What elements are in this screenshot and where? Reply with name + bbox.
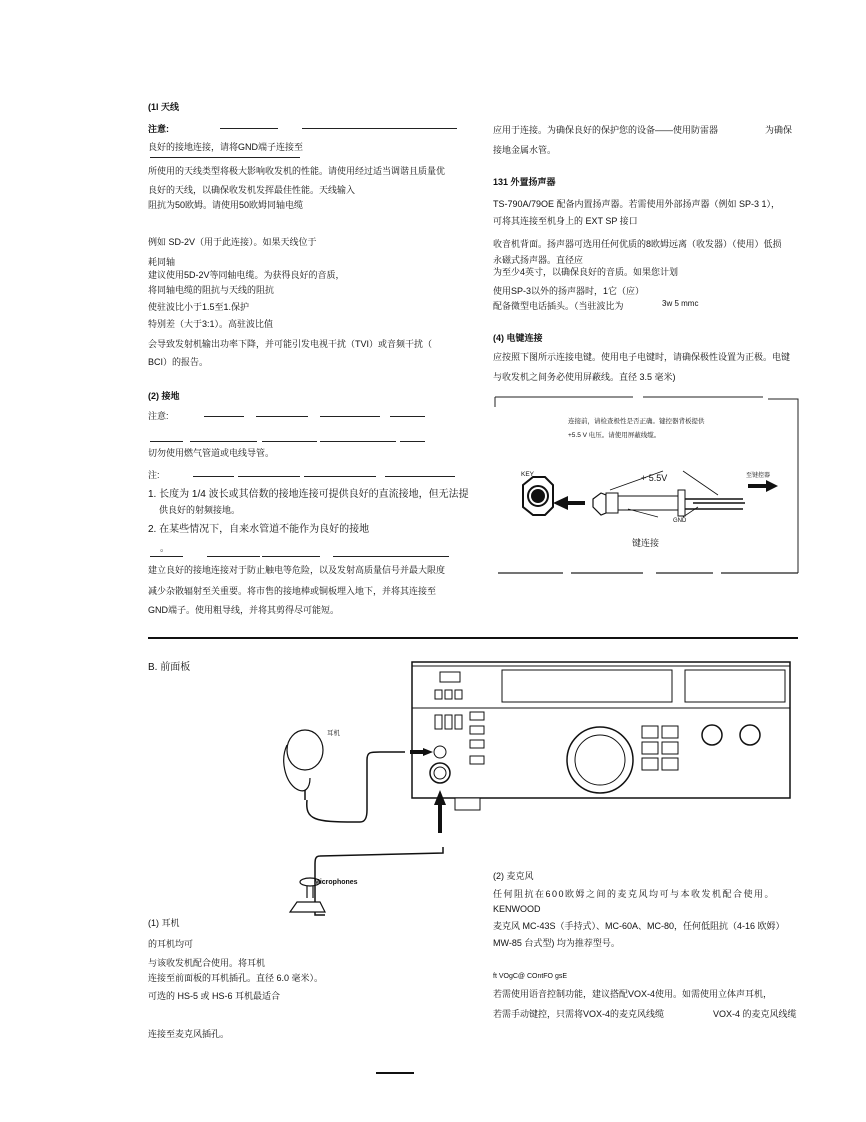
blank-line <box>333 556 449 557</box>
paragraph-line: 任何阻抗在600欧姆之间的麦克风均可与本收发机配合使用。 <box>493 889 776 899</box>
paragraph-line: 接地金属水管。 <box>493 145 557 155</box>
headphones-label: 耳机 <box>327 730 340 737</box>
paragraph-line: 建立良好的接地连接对于防止触电等危险，以及发射高质量信号并最大限度 <box>148 565 446 575</box>
paragraph-line: 若需手动键控，只需将VOX-4的麦克风线缆 <box>493 1009 665 1019</box>
paragraph-line: VOX-4 的麦克风线缆 <box>713 1009 797 1019</box>
paragraph-line: 若需使用语音控制功能，建议搭配VOX-4使用。如需使用立体声耳机， <box>493 989 773 999</box>
paragraph-line: 可将其连接至机身上的 EXT SP 接口 <box>493 216 638 226</box>
heading-key-connection: (4) 电键连接 <box>493 333 543 343</box>
blank-line <box>193 476 234 477</box>
paragraph-line: 特别差（大于3:1）。高驻波比值 <box>148 319 274 329</box>
paragraph-line: 建议使用5D-2V等同轴电缆。为获得良好的音质， <box>148 270 345 280</box>
paragraph-line: 将同轴电缆的阻抗与天线的阻抗 <box>148 285 275 295</box>
blank-line <box>150 441 183 442</box>
heading-antenna: (1l 天线 <box>148 102 180 112</box>
key-figure-note: +5.5 V 电压。请使用屏蔽线缆。 <box>568 432 661 439</box>
section-b-title: B. 前面板 <box>148 662 191 673</box>
blank-line <box>400 441 425 442</box>
blank-line <box>320 416 380 417</box>
blank-line <box>220 128 278 129</box>
blank-line <box>262 556 320 557</box>
paragraph-line: 例如 SD-2V（用于此连接）。如果天线位于 <box>148 237 317 247</box>
blank-line <box>190 441 257 442</box>
heading-ground: (2) 接地 <box>148 391 180 401</box>
blank-line <box>304 476 376 477</box>
paragraph-line: 与该收发机配合使用。将耳机 <box>148 958 266 968</box>
voltage-label: + 5.5V <box>641 473 668 483</box>
blank-line <box>204 416 244 417</box>
section-divider <box>148 637 798 639</box>
paragraph-line: 可选的 HS-5 或 HS-6 耳机最适合 <box>148 991 281 1001</box>
blank-line <box>238 476 300 477</box>
to-keyer-label: 至键控器 <box>746 473 771 479</box>
key-figure-note: 连接前，请检查极性是否正确。键控器背板提供 <box>568 418 705 425</box>
blank-line <box>256 416 308 417</box>
note-label: 注: <box>148 470 160 480</box>
paragraph-line: 与收发机之间务必使用屏蔽线。直径 3.5 毫米) <box>493 372 676 382</box>
paragraph-line: 会导致发射机输出功率下降，并可能引发电视干扰（TVI）或音频干扰（ <box>148 339 433 349</box>
figure-caption: 键连接 <box>632 538 660 548</box>
paragraph-line: 应按照下图所示连接电键。使用电子电键时，请确保极性设置为正极。电键 <box>493 352 791 362</box>
heading-headphones: (1) 耳机 <box>148 918 180 928</box>
paragraph-line: BCI）的报告。 <box>148 357 209 367</box>
transceiver-icon <box>412 662 790 810</box>
garbled-heading: ft VOgC@ COntFO gsE <box>493 973 568 980</box>
list-item: 1. 长度为 1/4 波长或其倍数的接地连接可提供良好的直流接地，但无法提 <box>148 489 469 500</box>
heading-external-speaker: 131 外置扬声器 <box>493 177 556 187</box>
heading-microphone: (2) 麦克风 <box>493 871 534 881</box>
paragraph-line: 应用于连接。为确保良好的保护您的设备——使用防雷器 <box>493 125 719 135</box>
blank-line <box>385 476 455 477</box>
paragraph-line: 。 <box>160 543 170 553</box>
paragraph-line: 良好的天线，以确保收发机发挥最佳性能。天线输入 <box>148 185 356 195</box>
paragraph-line: 配备微型电话插头。（当驻波比为 <box>493 301 624 311</box>
paragraph-line: MW-85 台式型) 均为推荐型号。 <box>493 938 620 948</box>
paragraph-line: 为确保 <box>765 125 793 135</box>
paragraph-line: TS-790A/79OE 配备内置扬声器。若需使用外部扬声器（例如 SP-3 1）， <box>493 199 781 209</box>
key-label: KEY <box>521 471 535 478</box>
arrow-left-icon <box>553 496 568 510</box>
blank-line <box>320 441 396 442</box>
paragraph-line: GND端子。使用粗导线，并将其剪得尽可能短。 <box>148 605 340 615</box>
paragraph-line: 耗同轴 <box>148 257 176 267</box>
blank-line <box>390 416 425 417</box>
plug-icon <box>593 493 606 515</box>
paragraph-line: 阻抗为50欧姆。请使用50欧姆同轴电缆 <box>148 200 304 210</box>
gnd-label: GND <box>673 518 687 524</box>
blank-line <box>207 556 260 557</box>
paragraph-line: 收音机背面。扬声器可选用任何优质的8欧姆远离（收发器）（使用）低损 <box>493 239 782 249</box>
page-footer-mark <box>376 1072 414 1074</box>
paragraph-fragment: 3w 5 mmc <box>662 299 699 308</box>
caution-label: 注意: <box>148 124 169 134</box>
paragraph-line: 切勿使用燃气管道或电线导管。 <box>148 448 275 458</box>
headphones-icon <box>284 730 405 822</box>
paragraph-line: 良好的接地连接，请将GND端子连接至 <box>148 142 304 152</box>
list-item: 2. 在某些情况下，自来水管道不能作为良好的接地 <box>148 524 370 535</box>
paragraph-line: 永磁式扬声器。直径应 <box>493 255 584 265</box>
paragraph-line: 使用SP-3以外的扬声器时，1它（应） <box>493 286 645 296</box>
paragraph-line: 使驻波比小于1.5至1.保护 <box>148 302 250 312</box>
paragraph-line: 连接至前面板的耳机插孔。直径 6.0 毫米）。 <box>148 973 324 983</box>
paragraph-line: 的耳机均可 <box>148 939 194 949</box>
microphones-label: Microphones <box>314 879 358 886</box>
paragraph-line: 所使用的天线类型将极大影响收发机的性能。请使用经过适当调谐且质量优 <box>148 166 446 176</box>
list-item: 供良好的射频接地。 <box>159 505 241 515</box>
blank-line <box>150 556 183 557</box>
paragraph-line: 麦克风 MC-43S（手持式）、MC-60A、MC-80，任何低阻抗（4-16 欧姆） <box>493 921 785 931</box>
key-connection-figure <box>493 395 799 577</box>
blank-line <box>150 157 300 158</box>
blank-line <box>302 128 457 129</box>
paragraph-line: 连接至麦克风插孔。 <box>148 1029 230 1039</box>
blank-line <box>262 441 317 442</box>
paragraph-line: 减少杂散辐射至关重要。将市售的接地棒或铜板埋入地下，并将其连接至 <box>148 586 437 596</box>
caution-label: 注意: <box>148 411 169 421</box>
paragraph-line: KENWOOD <box>493 904 541 914</box>
paragraph-line: 为至少4英寸，以确保良好的音质。如果您计划 <box>493 267 679 277</box>
